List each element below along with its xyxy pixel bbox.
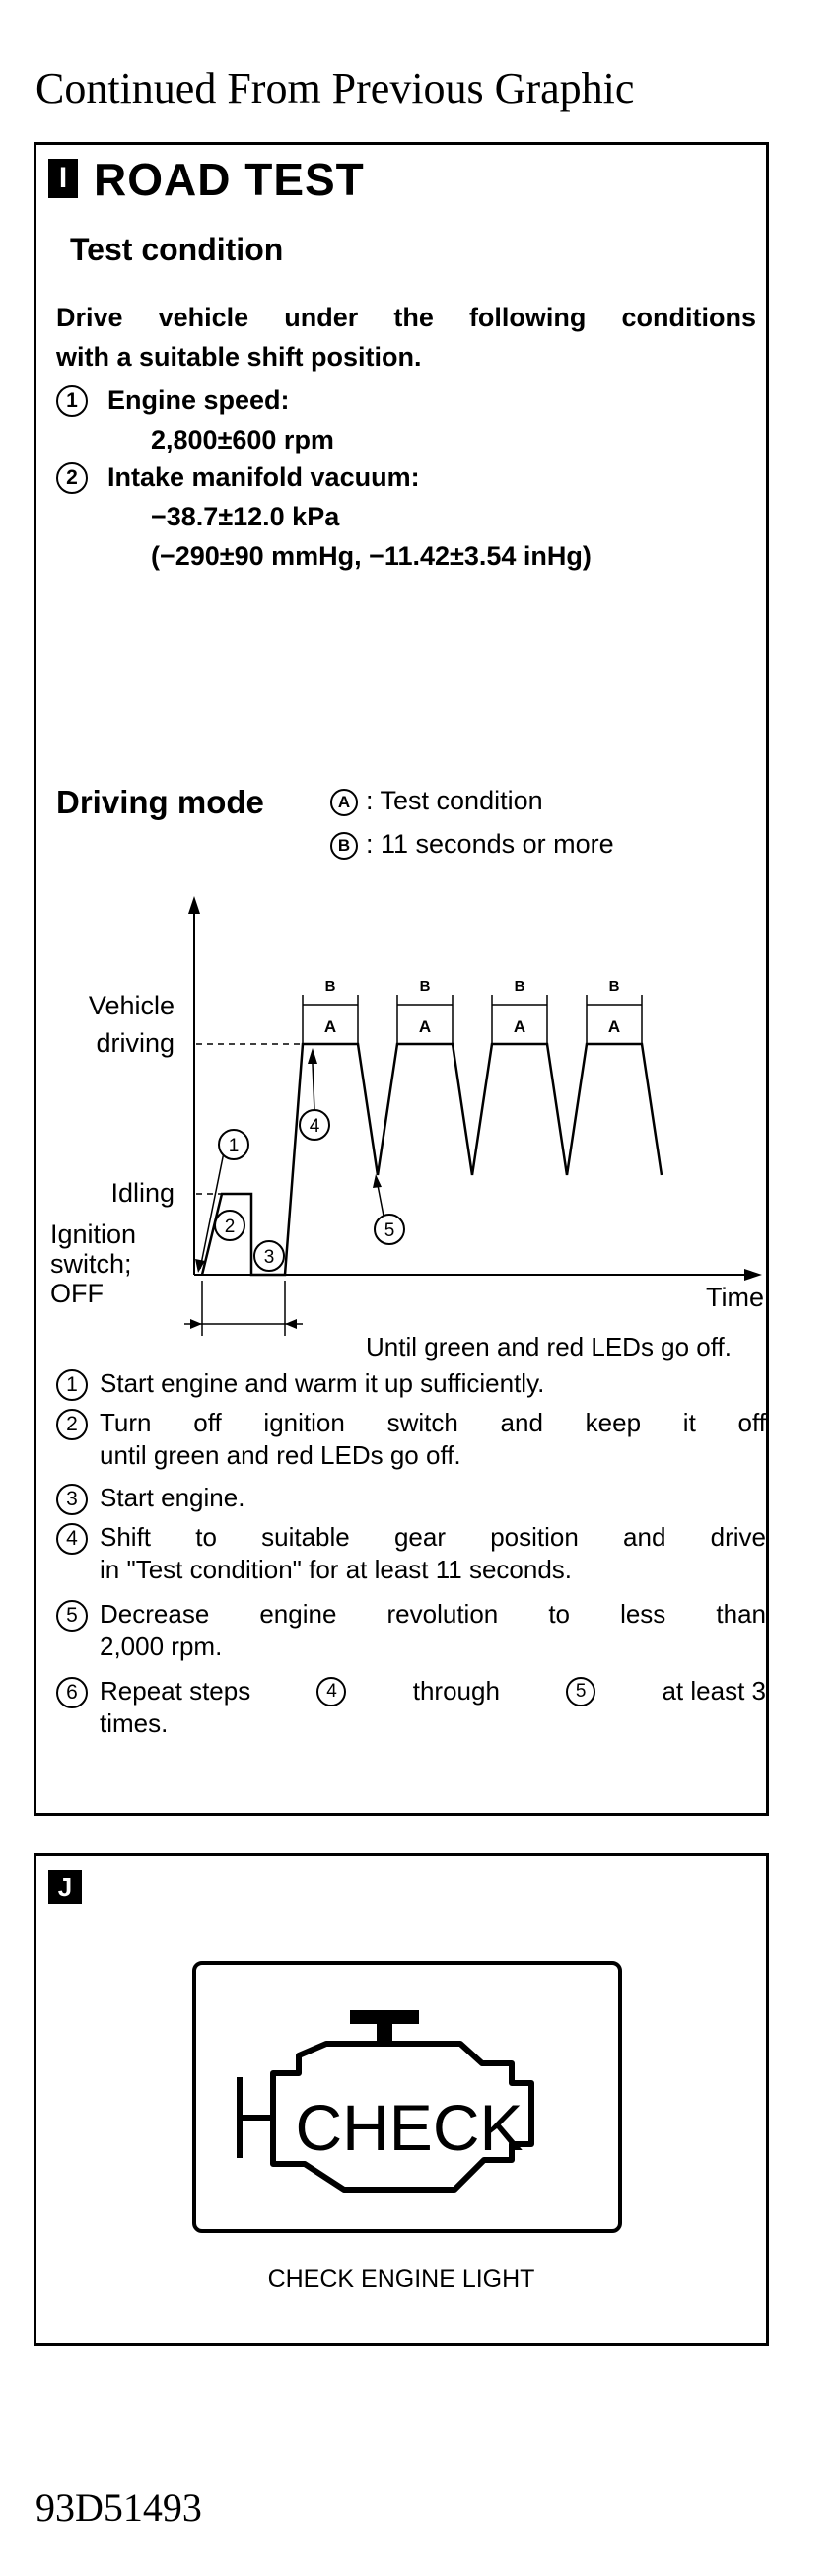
step-text: Turn off ignition switch and keep it off bbox=[100, 1408, 766, 1437]
step-1 bbox=[56, 1367, 766, 1400]
step-text: Shift to suitable gear position and drive bbox=[100, 1522, 766, 1552]
label-time: Time bbox=[706, 1283, 764, 1312]
segment-a-label: A bbox=[607, 1017, 621, 1036]
label-driving: driving bbox=[96, 1028, 175, 1058]
test-segment-3 bbox=[492, 978, 547, 1044]
step-6 bbox=[56, 1675, 766, 1740]
section-badge-i: I bbox=[48, 159, 78, 198]
legend-b-text: : 11 seconds or more bbox=[366, 829, 614, 859]
step-ref-4: 4 bbox=[316, 1677, 346, 1706]
step-text: Start engine. bbox=[100, 1483, 245, 1512]
step-2 bbox=[56, 1407, 766, 1472]
test-segment-1 bbox=[303, 978, 358, 1044]
engine-speed-value: 2,800±600 rpm bbox=[151, 425, 334, 454]
step-number: 2 bbox=[56, 1409, 88, 1440]
step-text-cont: 2,000 rpm. bbox=[100, 1632, 223, 1661]
step-6-text-c: at least 3 bbox=[662, 1676, 766, 1706]
step-text: Start engine and warm it up sufficiently. bbox=[100, 1368, 545, 1398]
check-engine-caption: CHECK ENGINE LIGHT bbox=[267, 2265, 535, 2293]
road-test-panel bbox=[34, 142, 769, 1816]
step-number: 5 bbox=[56, 1600, 88, 1632]
label-vehicle: Vehicle bbox=[88, 991, 175, 1020]
step-3 bbox=[56, 1482, 766, 1514]
svg-text:1: 1 bbox=[228, 1136, 240, 1156]
test-segment-2 bbox=[397, 978, 453, 1044]
check-engine-panel bbox=[34, 1853, 769, 2346]
step-6-text-a: Repeat steps bbox=[100, 1676, 251, 1706]
segment-a-label: A bbox=[418, 1017, 432, 1036]
marker-3 bbox=[254, 1241, 284, 1271]
marker-1 bbox=[195, 1130, 248, 1273]
label-off: OFF bbox=[50, 1279, 104, 1308]
segment-b-label: B bbox=[419, 978, 431, 995]
vacuum-value-mmhg: (−290±90 mmHg, −11.42±3.54 inHg) bbox=[151, 541, 592, 571]
step-text-cont: times. bbox=[100, 1708, 169, 1738]
label-idling: Idling bbox=[110, 1178, 175, 1208]
until-leds-text: Until green and red LEDs go off. bbox=[366, 1332, 732, 1361]
legend-b-marker: B bbox=[330, 832, 358, 860]
step-number: 4 bbox=[56, 1523, 88, 1555]
step-6-text-b: through bbox=[412, 1676, 500, 1706]
segment-b-label: B bbox=[608, 978, 620, 995]
road-test-title: ROAD TEST bbox=[94, 154, 365, 205]
check-text: CHECK bbox=[295, 2091, 524, 2164]
until-arrow-left bbox=[190, 1319, 202, 1329]
condition-number-1: 1 bbox=[56, 385, 88, 417]
engine-speed-trace bbox=[202, 1044, 662, 1275]
segment-b-label: B bbox=[514, 978, 525, 995]
vacuum-label: Intake manifold vacuum: bbox=[107, 462, 420, 492]
segment-a-label: A bbox=[513, 1017, 526, 1036]
step-number: 1 bbox=[56, 1369, 88, 1401]
driving-mode-heading: Driving mode bbox=[56, 784, 264, 820]
y-axis-arrow bbox=[188, 896, 200, 914]
label-ignition: Ignition bbox=[50, 1219, 137, 1249]
engine-speed-label: Engine speed: bbox=[107, 385, 290, 415]
label-switch: switch; bbox=[50, 1249, 132, 1279]
test-segment-4 bbox=[587, 978, 642, 1044]
engine-icon bbox=[196, 1965, 618, 2229]
continued-header: Continued From Previous Graphic bbox=[35, 64, 635, 112]
step-text-cont: in "Test condition" for at least 11 seconds. bbox=[100, 1555, 573, 1584]
segment-b-label: B bbox=[324, 978, 336, 995]
step-4 bbox=[56, 1521, 766, 1586]
marker-5 bbox=[373, 1174, 404, 1244]
x-axis-arrow bbox=[744, 1269, 762, 1281]
marker-2 bbox=[215, 1211, 244, 1240]
test-condition-heading: Test condition bbox=[70, 232, 284, 267]
check-engine-icon-frame bbox=[192, 1961, 622, 2233]
svg-text:4: 4 bbox=[309, 1116, 320, 1137]
svg-text:5: 5 bbox=[384, 1220, 395, 1241]
condition-number-2: 2 bbox=[56, 462, 88, 494]
intro-line-1: Drive vehicle under the following conditions bbox=[56, 303, 756, 332]
step-number: 3 bbox=[56, 1484, 88, 1515]
vacuum-value-kpa: −38.7±12.0 kPa bbox=[151, 502, 340, 531]
legend-a bbox=[330, 786, 543, 816]
until-arrow-right bbox=[285, 1319, 297, 1329]
segment-a-label: A bbox=[323, 1017, 337, 1036]
step-5 bbox=[56, 1598, 766, 1663]
figure-id: 93D51493 bbox=[35, 2485, 202, 2530]
legend-b bbox=[330, 829, 614, 860]
legend-a-text: : Test condition bbox=[366, 786, 543, 815]
step-text-cont: until green and red LEDs go off. bbox=[100, 1440, 461, 1470]
step-ref-5: 5 bbox=[566, 1677, 595, 1706]
step-text: Decrease engine revolution to less than bbox=[100, 1599, 766, 1629]
svg-text:2: 2 bbox=[224, 1217, 236, 1237]
intro-line-2: with a suitable shift position. bbox=[56, 342, 422, 372]
marker-4 bbox=[300, 1048, 329, 1140]
legend-a-marker: A bbox=[330, 789, 358, 816]
step-number: 6 bbox=[56, 1677, 88, 1708]
section-badge-j: J bbox=[48, 1870, 82, 1904]
svg-text:3: 3 bbox=[263, 1247, 275, 1268]
step-text bbox=[100, 1675, 766, 1707]
